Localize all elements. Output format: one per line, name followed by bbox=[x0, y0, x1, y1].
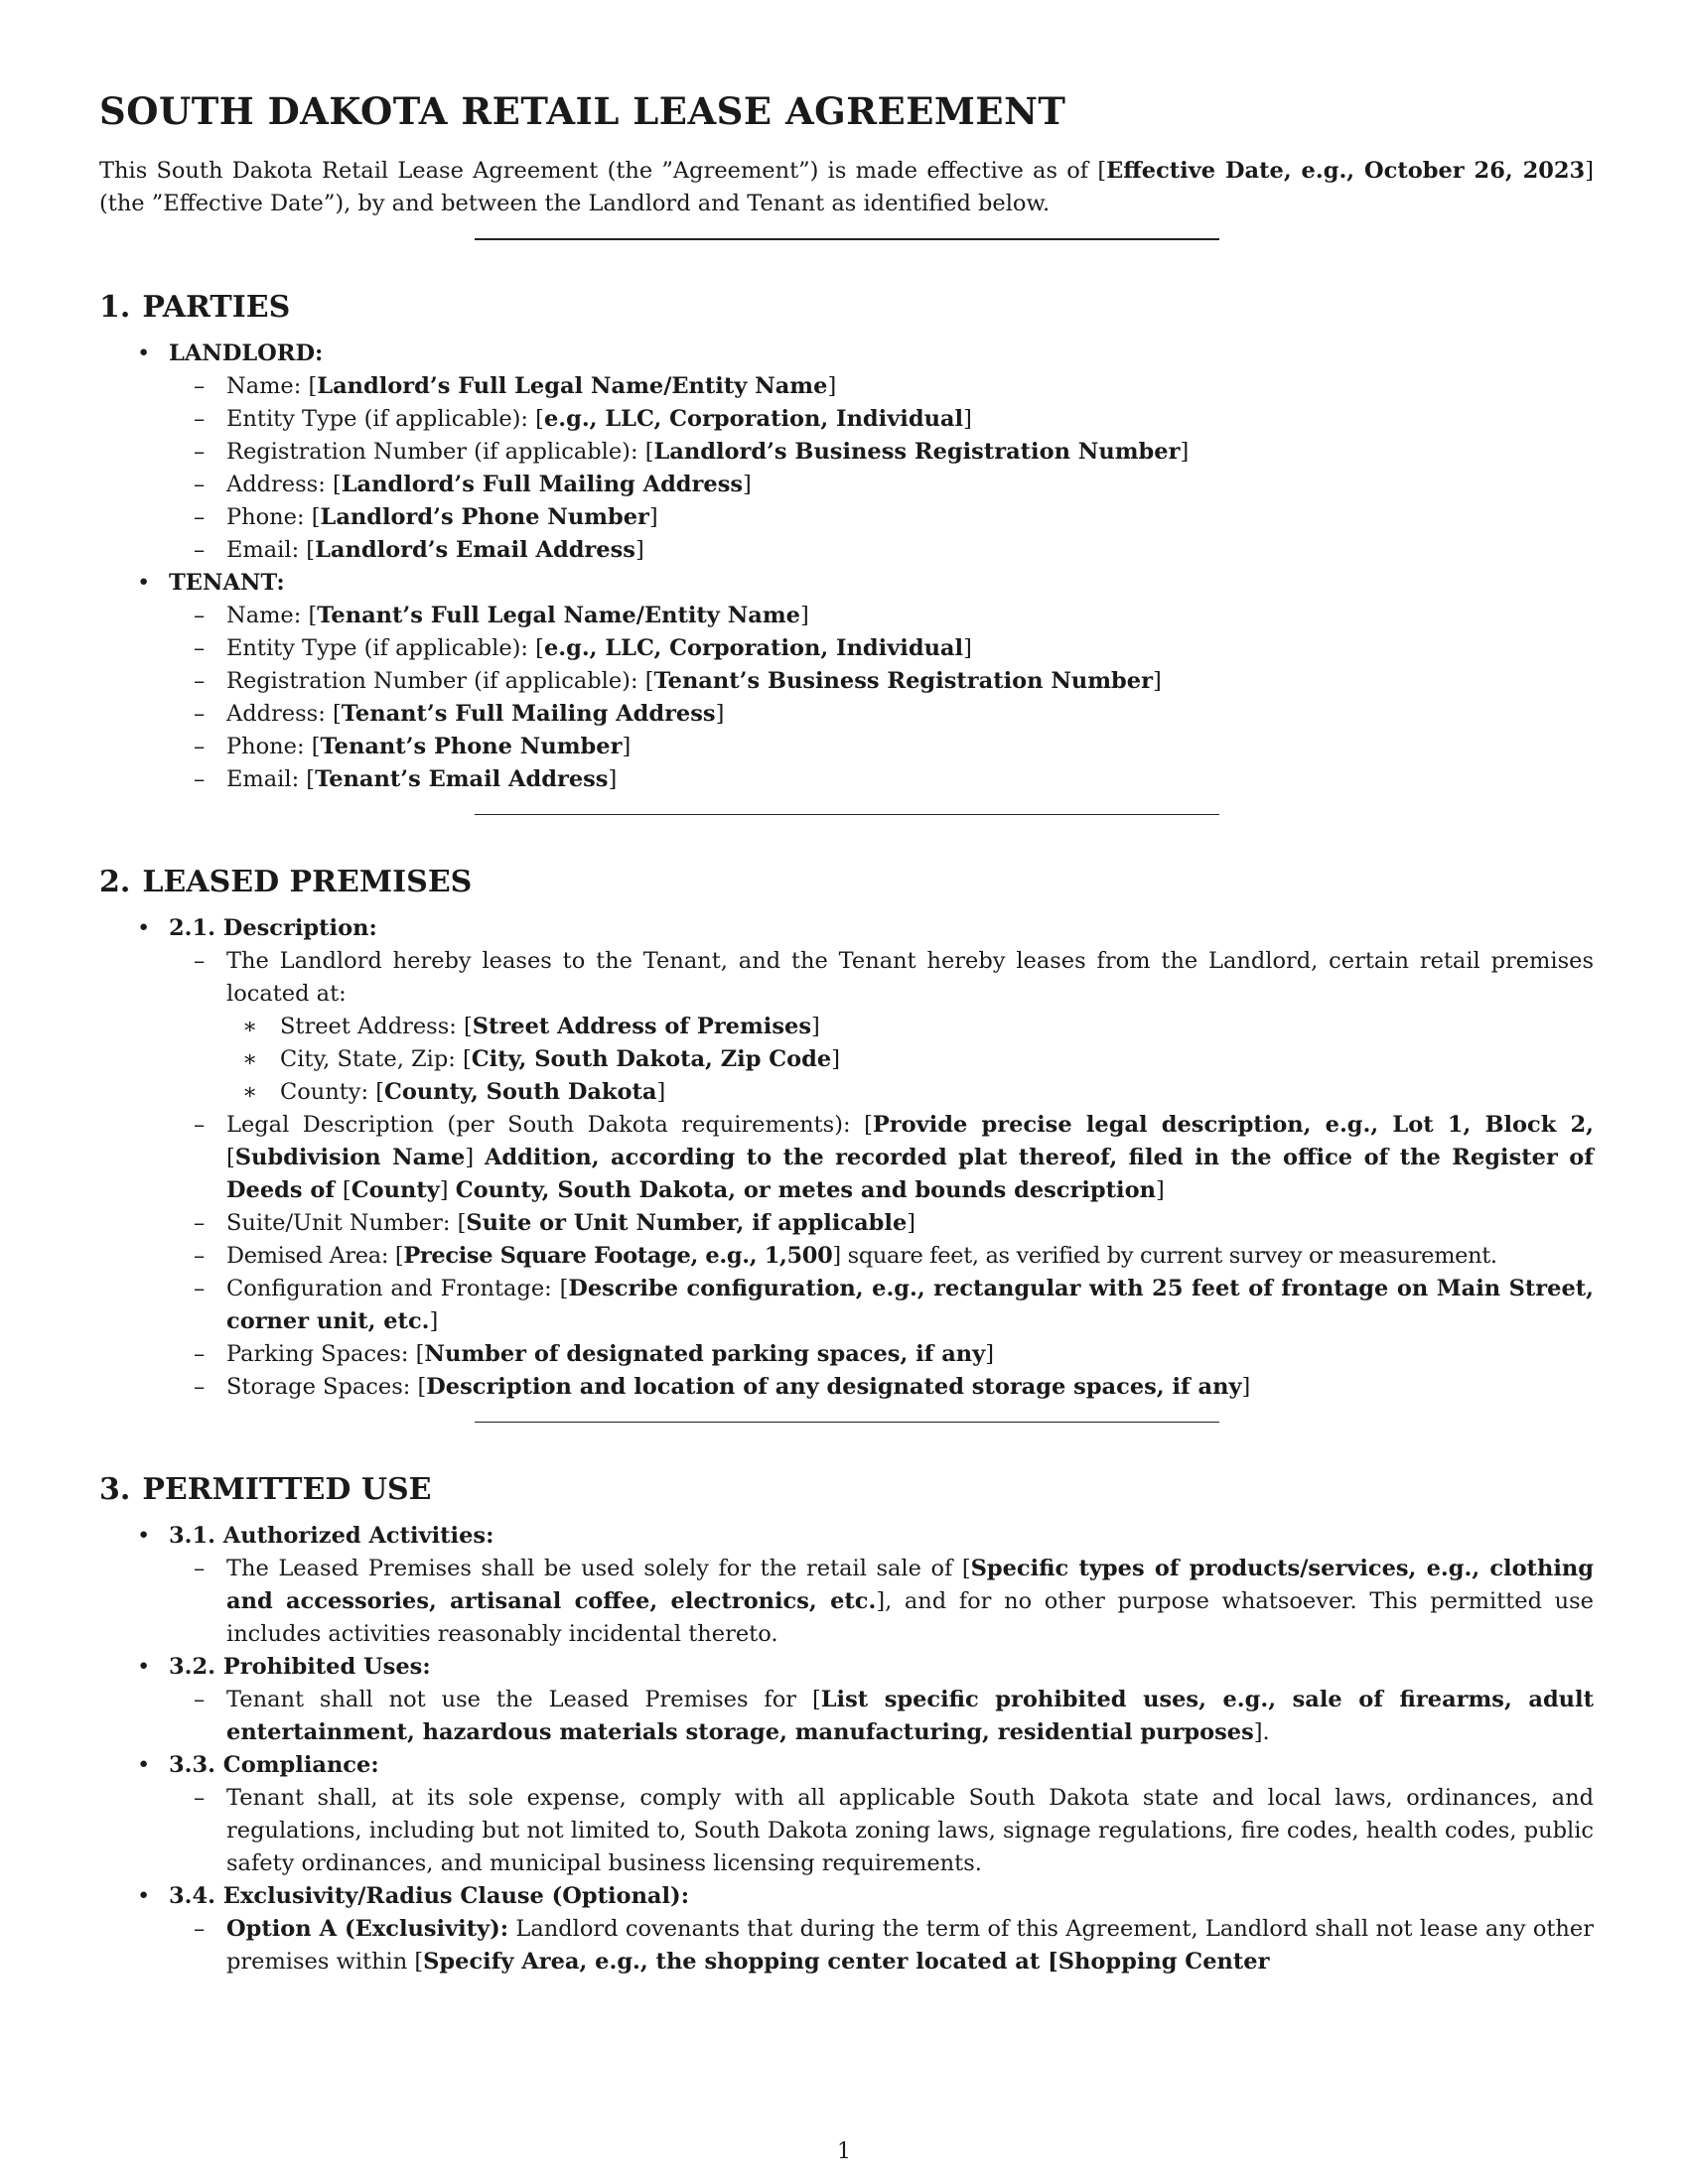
compliance-block: • 3.3. Compliance: – Tenant shall, at its sole expense, comply with all applicable South Dakota state and local laws, ordinances, and regulations, including but not limited to, South Dakota zoning laws, signage regulations, fire codes, health codes, public safety ordinances, and municipal business licensing requirements. bbox=[99, 1749, 1594, 1880]
section-heading: 2. LEASED PREMISES bbox=[99, 865, 473, 899]
tenant-label: TENANT: bbox=[169, 570, 285, 596]
section-heading: 3. PERMITTED USE bbox=[99, 1472, 432, 1507]
section-heading: 1. PARTIES bbox=[99, 290, 291, 325]
list-item: – Email: [Landlord’s Email Address] bbox=[167, 534, 1594, 567]
page-number: 1 bbox=[837, 2139, 851, 2164]
list-item: – Registration Number (if applicable): [Tenant’s Business Registration Number] bbox=[167, 665, 1594, 698]
list-item: – Address: [Tenant’s Full Mailing Address] bbox=[167, 698, 1594, 731]
list-item: – Legal Description (per South Dakota requirements): [Provide precise legal description, e.g., Lot 1, Block 2, [Subdivision Name] Addition, according to the recorded plat thereof, filed in the office of the Register of Deeds of [County] County, South Dakota, or metes and bounds description] bbox=[167, 1109, 1594, 1207]
prohibited-uses-block: • 3.2. Prohibited Uses: – Tenant shall not use the Leased Premises for [List specific prohibited uses, e.g., sale of firearms, adult entertainment, hazardous materials storage, manufacturing, residential purposes]. bbox=[99, 1651, 1594, 1749]
list-item: – Registration Number (if applicable): [Landlord’s Business Registration Number] bbox=[167, 436, 1594, 469]
list-item: – Phone: [Tenant’s Phone Number] bbox=[167, 731, 1594, 763]
list-item: ∗ Street Address: [Street Address of Premises] bbox=[226, 1011, 1594, 1043]
list-item: – Entity Type (if applicable): [e.g., LLC, Corporation, Individual] bbox=[167, 632, 1594, 665]
list-item: – Tenant shall not use the Leased Premises for [List specific prohibited uses, e.g., sale of firearms, adult entertainment, hazardous materials storage, manufacturing, residential purposes]. bbox=[167, 1684, 1594, 1749]
list-item: ∗ City, State, Zip: [City, South Dakota, Zip Code] bbox=[226, 1043, 1594, 1076]
list-item: ∗ County: [County, South Dakota] bbox=[226, 1076, 1594, 1109]
list-item: – Tenant shall, at its sole expense, comply with all applicable South Dakota state and local laws, ordinances, and regulations, including but not limited to, South Dakota zoning laws, signage regulations, fire codes, health codes, public safety ordinances, and municipal business licensing requirements. bbox=[167, 1782, 1594, 1880]
section-divider bbox=[475, 1422, 1219, 1423]
list-item: – Address: [Landlord’s Full Mailing Address] bbox=[167, 469, 1594, 501]
section-divider bbox=[475, 238, 1219, 240]
section-divider bbox=[475, 814, 1219, 815]
subsection-label: 2.1. Description: bbox=[169, 915, 377, 941]
landlord-block bbox=[99, 338, 1594, 567]
list-item: – Name: [Landlord’s Full Legal Name/Entity Name] bbox=[167, 370, 1594, 403]
description-block bbox=[99, 912, 1594, 1404]
section-permitted-use bbox=[99, 1466, 1594, 1979]
list-item: – Entity Type (if applicable): [e.g., LLC, Corporation, Individual] bbox=[167, 403, 1594, 436]
list-item: – Suite/Unit Number: [Suite or Unit Number, if applicable] bbox=[167, 1207, 1594, 1240]
list-item: – The Leased Premises shall be used solely for the retail sale of [Specific types of products/services, e.g., clothing and accessories, artisanal coffee, electronics, etc.], and for no other purpose whatsoever. This permitted use includes activities reasonably incidental thereto. bbox=[167, 1553, 1594, 1651]
intro-paragraph: This South Dakota Retail Lease Agreement (the ”Agreement”) is made effective as of [Effective Date, e.g., October 26, 2023] (the ”Effective Date”), by and between the Landlord and Tenant as identified below. bbox=[99, 158, 1594, 216]
exclusivity-block: • 3.4. Exclusivity/Radius Clause (Optional): – Option A (Exclusivity): Landlord covenants that during the term of this Agreement, Landlord shall not lease any other premises within [Specify Area, e.g., the shopping center located at [Shopping Center bbox=[99, 1880, 1594, 1979]
authorized-activities-block: • 3.1. Authorized Activities: – The Leased Premises shall be used solely for the retail sale of [Specific types of products/services, e.g., clothing and accessories, artisanal coffee, electronics, etc.], and for no other purpose whatsoever. This permitted use includes activities reasonably incidental thereto. bbox=[99, 1520, 1594, 1651]
list-item: – Name: [Tenant’s Full Legal Name/Entity Name] bbox=[167, 600, 1594, 632]
list-item: – Configuration and Frontage: [Describe configuration, e.g., rectangular with 25 feet of frontage on Main Street, corner unit, etc.] bbox=[167, 1273, 1594, 1338]
landlord-label: LANDLORD: bbox=[169, 341, 324, 366]
list-item: – The Landlord hereby leases to the Tenant, and the Tenant hereby leases from the Landlord, certain retail premises located at: ∗ Street Address: [Street Address of Premises] ∗ City, State, Zip: [City, South Dakota, Zip Code] ∗ County: [County, South Dakota] bbox=[167, 945, 1594, 1109]
list-item: – Parking Spaces: [Number of designated parking spaces, if any] bbox=[167, 1338, 1594, 1371]
list-item: – Option A (Exclusivity): Landlord covenants that during the term of this Agreement, Landlord shall not lease any other premises within [Specify Area, e.g., the shopping center located at [Shopping Center bbox=[167, 1913, 1594, 1979]
section-leased-premises bbox=[99, 859, 1594, 1404]
document-page bbox=[99, 89, 1594, 1979]
list-item: – Demised Area: [Precise Square Footage, e.g., 1,500] square feet, as verified by current survey or measurement. bbox=[167, 1240, 1594, 1273]
list-item: – Phone: [Landlord’s Phone Number] bbox=[167, 501, 1594, 534]
list-item: – Email: [Tenant’s Email Address] bbox=[167, 763, 1594, 796]
section-parties bbox=[99, 284, 1594, 796]
document-title: SOUTH DAKOTA RETAIL LEASE AGREEMENT bbox=[99, 89, 1066, 133]
list-item: – Storage Spaces: [Description and location of any designated storage spaces, if any] bbox=[167, 1371, 1594, 1404]
tenant-block bbox=[99, 567, 1594, 796]
